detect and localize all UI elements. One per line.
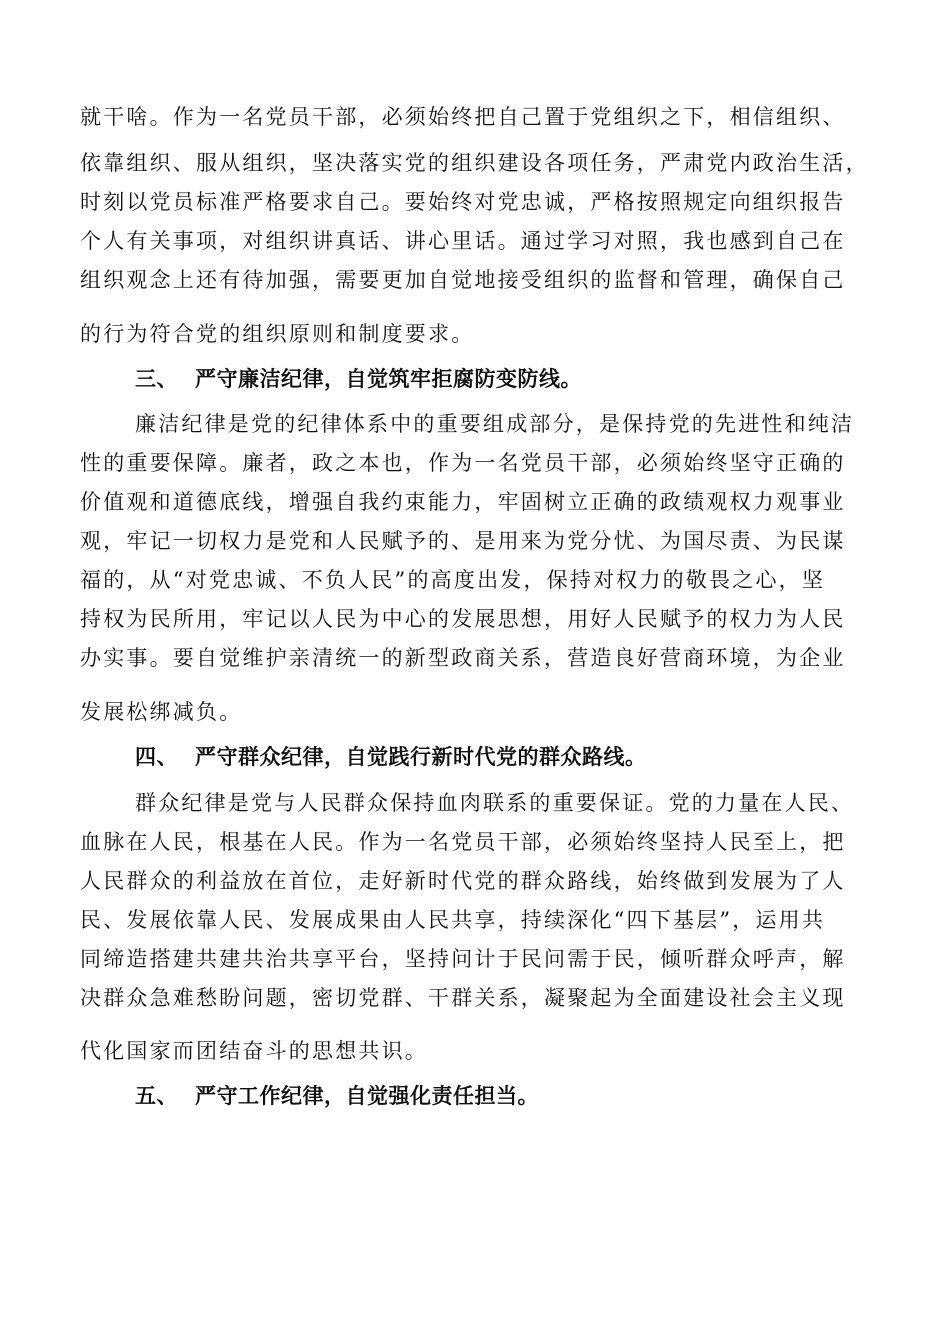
heading-number: 四、 — [135, 745, 178, 769]
paragraph-line: 民、发展依靠人民、发展成果由人民共享，持续深化“四下基层”，运用共 — [80, 908, 826, 932]
paragraph-line: 组织观念上还有待加强，需要更加自觉地接受组织的监督和管理，确保自己 — [80, 268, 846, 292]
paragraph-line: 个人有关事项，对组织讲真话、讲心里话。通过学习对照，我也感到自己在 — [80, 229, 846, 253]
heading-text: 严守工作纪律，自觉强化责任担当。 — [195, 1084, 539, 1108]
paragraph-line: 决群众急难愁盼问题，密切党群、干群关系，凝聚起为全面建设社会主义现 — [80, 986, 846, 1010]
paragraph-line: 时刻以党员标准严格要求自己。要始终对党忠诚，严格按照规定向组织报告 — [80, 190, 846, 214]
paragraph-line: 廉洁纪律是党的纪律体系中的重要组成部分，是保持党的先进性和纯洁 — [135, 412, 855, 436]
paragraph-line: 价值观和道德底线，增强自我约束能力，牢固树立正确的政绩观权力观事业 — [80, 490, 846, 514]
paragraph-line: 福的，从“对党忠诚、不负人民”的高度出发，保持对权力的敬畏之心，坚 — [80, 568, 826, 592]
paragraph-line: 代化国家而团结奋斗的思想共识。 — [80, 1039, 428, 1063]
section-heading-5 — [135, 1082, 539, 1110]
heading-text: 严守廉洁纪律，自觉筑牢拒腐防变防线。 — [195, 367, 582, 391]
section-heading-3 — [135, 365, 582, 393]
heading-text: 严守群众纪律，自觉践行新时代党的群众路线。 — [195, 745, 647, 769]
paragraph-line: 发展松绑减负。 — [80, 700, 243, 724]
paragraph-line: 办实事。要自觉维护亲清统一的新型政商关系，营造良好营商环境，为企业 — [80, 646, 846, 670]
paragraph-line: 依靠组织、服从组织，坚决落实党的组织建设各项任务，严肃党内政治生活， — [80, 151, 869, 175]
paragraph-line: 观，牢记一切权力是党和人民赋予的、是用来为党分忧、为国尽责、为民谋 — [80, 529, 846, 553]
paragraph-line: 同缔造搭建共建共治共享平台，坚持问计于民问需于民，倾听群众呼声，解 — [80, 947, 846, 971]
paragraph-line: 的行为符合党的组织原则和制度要求。 — [80, 322, 475, 346]
paragraph-line: 血脉在人民，根基在人民。作为一名党员干部，必须始终坚持人民至上，把 — [80, 830, 846, 854]
paragraph-line: 人民群众的利益放在首位，走好新时代党的群众路线，始终做到发展为了人 — [80, 869, 846, 893]
paragraph-line: 持权为民所用，牢记以人民为中心的发展思想，用好人民赋予的权力为人民 — [80, 607, 846, 631]
paragraph-line: 群众纪律是党与人民群众保持血肉联系的重要保证。党的力量在人民、 — [135, 791, 855, 815]
paragraph-line: 性的重要保障。廉者，政之本也，作为一名党员干部，必须始终坚守正确的 — [80, 451, 846, 475]
paragraph-line: 就干啥。作为一名党员干部，必须始终把自己置于党组织之下，相信组织、 — [80, 105, 846, 129]
heading-number: 三、 — [135, 367, 178, 391]
heading-number: 五、 — [135, 1084, 178, 1108]
section-heading-4 — [135, 743, 647, 771]
